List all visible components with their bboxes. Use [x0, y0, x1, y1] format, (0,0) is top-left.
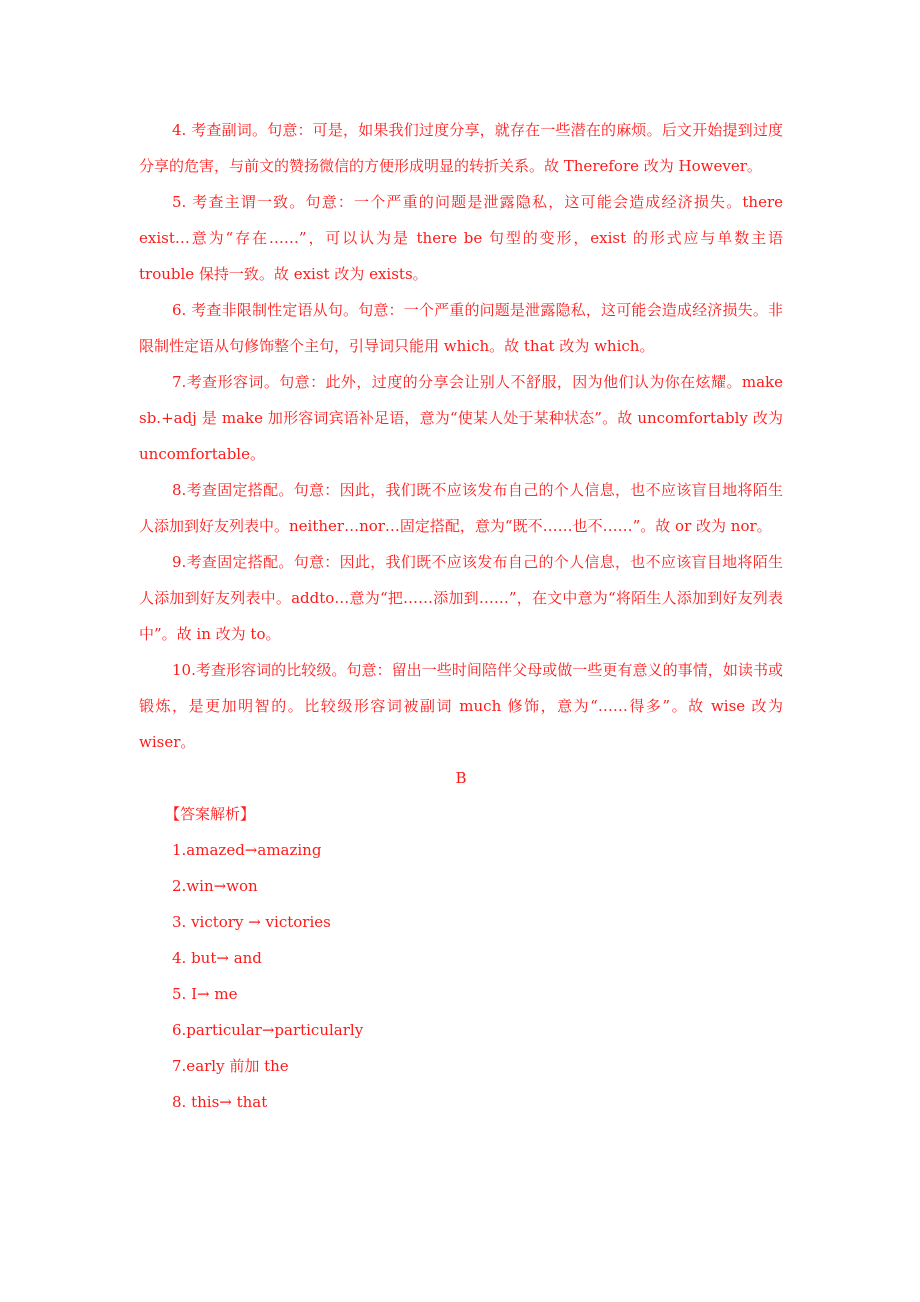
answer-item-2: 2.win→won	[172, 877, 258, 895]
explanation-6: 6. 考查非限制性定语从句。句意：一个严重的问题是泄露隐私，这可能会造成经济损失。非限制性定语从句修饰整个主句，引导词只能用 which。故 that 改为 which。	[139, 301, 783, 355]
answer-item-1: 1.amazed→amazing	[172, 841, 322, 859]
answer-analysis-heading: 【答案解析】	[165, 805, 256, 823]
explanation-8: 8.考查固定搭配。句意：因此，我们既不应该发布自己的个人信息，也不应该盲目地将陌生人添加到好友列表中。neither…nor…固定搭配，意为“既不……也不……”。故 or 改为 nor。	[139, 481, 783, 535]
explanation-10: 10.考查形容词的比较级。句意：留出一些时间陪伴父母或做一些更有意义的事情，如读书或锻炼，是更加明智的。比较级形容词被副词 much 修饰，意为“……得多”。故 wise 改为 wiser。	[139, 661, 783, 751]
answer-item-4: 4. but→ and	[172, 949, 262, 967]
explanation-4: 4. 考查副词。句意：可是，如果我们过度分享，就存在一些潜在的麻烦。后文开始提到过度分享的危害，与前文的赞扬微信的方便形成明显的转折关系。故 Therefore 改为 However。	[139, 121, 783, 175]
section-b-title: B	[455, 769, 467, 787]
explanation-7: 7.考查形容词。句意：此外，过度的分享会让别人不舒服，因为他们认为你在炫耀。make sb.+adj 是 make 加形容词宾语补足语，意为“使某人处于某种状态”。故 uncomfortably 改为 uncomfortable。	[139, 373, 783, 463]
answer-item-5: 5. I→ me	[172, 985, 238, 1003]
document-body	[139, 112, 783, 1120]
explanation-5: 5. 考查主谓一致。句意：一个严重的问题是泄露隐私，这可能会造成经济损失。there exist…意为“存在……”，可以认为是 there be 句型的变形，exist 的形式应与单数主语 trouble 保持一致。故 exist 改为 exists。	[139, 193, 783, 283]
answer-item-3: 3. victory → victories	[172, 913, 331, 931]
answer-item-6: 6.particular→particularly	[172, 1021, 364, 1039]
explanation-9: 9.考查固定搭配。句意：因此，我们既不应该发布自己的个人信息，也不应该盲目地将陌生人添加到好友列表中。addto…意为“把……添加到……”，在文中意为“将陌生人添加到好友列表中”。故 in 改为 to。	[139, 553, 783, 643]
answer-item-8: 8. this→ that	[172, 1093, 268, 1111]
answer-item-7: 7.early 前加 the	[172, 1057, 289, 1075]
